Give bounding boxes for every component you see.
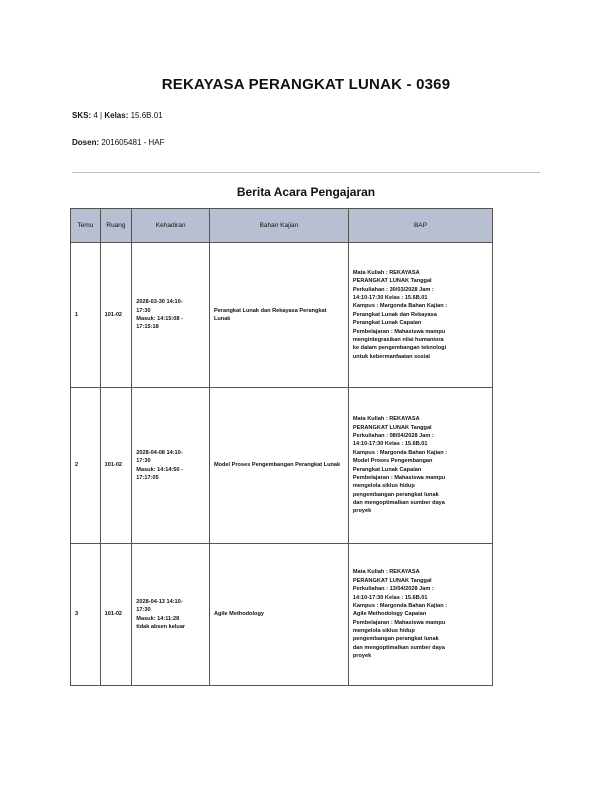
bap-line: PERANGKAT LUNAK Tanggal — [352, 424, 432, 431]
kehadiran-line: 17:17:05 — [136, 474, 159, 481]
bap-line: Pembelajaran : Mahasiswa mampu — [352, 619, 446, 626]
bap-line: pengembangan perangkat lunak — [352, 491, 439, 498]
bap-line: Kampus : Margonda Bahan Kajian : — [352, 303, 448, 310]
bap-line: Mata Kuliah : REKAYASA — [352, 416, 420, 423]
bap-line: PERANGKAT LUNAK Tanggal — [352, 577, 432, 584]
bap-line: proyek — [352, 653, 372, 660]
bap-line: Pembelajaran : Mahasiswa mampu — [352, 474, 446, 481]
bap-line: Perangkat Lunak Capaian — [352, 320, 422, 327]
bap-line: PERANGKAT LUNAK Tanggal — [352, 278, 432, 285]
cell-ruang: 101-02 — [100, 243, 132, 388]
dosen-value: 201605481 - HAF — [101, 138, 165, 147]
cell-temu: 2 — [71, 388, 101, 544]
bap-line: untuk kebermanfaatan sosial — [352, 353, 430, 360]
bap-line: Perkuliahan : 30/03/2028 Jam : — [352, 286, 434, 293]
section-title: Berita Acara Pengajaran — [236, 185, 376, 199]
bap-line: 14:10-17:30 Kelas : 15.6B.01 — [352, 594, 428, 601]
kehadiran-line: 17:30 — [136, 607, 151, 614]
header-temu: Temu — [71, 209, 101, 243]
cell-kehadiran — [132, 243, 210, 388]
bap-line: 14:10-17:30 Kelas : 15.6B.01 — [352, 441, 428, 448]
table-row — [71, 388, 493, 544]
bap-line: Kampus : Margonda Bahan Kajian : — [352, 602, 448, 609]
dosen-label: Dosen: — [72, 138, 100, 147]
cell-temu: 1 — [71, 243, 101, 388]
header-bahan-kajian: Bahan Kajian — [209, 209, 348, 243]
cell-kehadiran — [132, 388, 210, 544]
bap-line: dan mengoptimalkan sumber daya — [352, 644, 445, 651]
kehadiran-line: 2028-03-30 14:10- — [136, 299, 183, 306]
sks-value: 4 — [93, 111, 98, 120]
course-meta-sks-kelas — [72, 111, 163, 120]
kelas-value: 15.6B.01 — [130, 111, 163, 120]
table-row — [71, 243, 493, 388]
bap-line: ke dalam pengembangan teknologi — [352, 345, 447, 352]
bap-line: Agile Methodology Capaian — [352, 611, 427, 618]
bap-line: dan mengoptimalkan sumber daya — [352, 500, 445, 507]
cell-bap — [348, 243, 492, 388]
header-ruang: Ruang — [100, 209, 132, 243]
bap-line: pengembangan perangkat lunak — [352, 636, 439, 643]
kehadiran-line: 17:30 — [136, 307, 151, 314]
kehadiran-line: tidak absen keluar — [136, 623, 186, 630]
bap-line: mengintegrasikan nilai humaniora — [352, 336, 444, 343]
kelas-label: Kelas: — [104, 111, 129, 120]
cell-temu: 3 — [71, 544, 101, 686]
kehadiran-line: 17:15:18 — [136, 324, 159, 331]
kehadiran-line: 2028-04-13 14:10- — [136, 598, 183, 605]
kehadiran-line: 17:30 — [136, 458, 151, 465]
cell-bap — [348, 544, 492, 686]
bap-line: Perkuliahan : 08/04/2028 Jam : — [352, 432, 434, 439]
bap-line: Kampus : Margonda Bahan Kajian : — [352, 449, 448, 456]
kehadiran-line: Masuk: 14:15:08 - — [136, 316, 183, 322]
meta-separator: | — [100, 111, 103, 120]
cell-kehadiran — [132, 544, 210, 686]
bap-line: mengelola siklus hidup — [352, 483, 415, 490]
bap-line: Perangkat Lunak dan Rekayasa — [352, 311, 437, 318]
bap-line: Perkuliahan : 13/04/2028 Jam : — [352, 586, 434, 593]
header-bap: BAP — [348, 209, 492, 243]
kehadiran-line: Masuk: 14:14:50 - — [136, 466, 183, 473]
bap-line: Model Proses Pengembangan — [352, 458, 433, 465]
cell-bahan-kajian: Agile Methodology — [209, 544, 348, 686]
table-header-row — [71, 209, 493, 243]
cell-ruang: 101-02 — [100, 544, 132, 686]
bap-line: mengelola siklus hidup — [352, 628, 415, 635]
header-kehadiran: Kehadiran — [132, 209, 210, 243]
sks-label: SKS: — [72, 111, 92, 120]
cell-bahan-kajian: Model Proses Pengembangan Perangkat Lunak — [209, 388, 348, 544]
bap-line: Mata Kuliah : REKAYASA — [352, 569, 420, 576]
cell-bap — [348, 388, 492, 544]
course-title: REKAYASA PERANGKAT LUNAK - 0369 — [161, 76, 451, 93]
bap-line: proyek — [352, 508, 372, 515]
kehadiran-line: 2028-04-08 14:10- — [136, 449, 183, 456]
cell-ruang: 101-02 — [100, 388, 132, 544]
attendance-table — [70, 208, 493, 686]
bap-line: Mata Kuliah : REKAYASA — [352, 269, 420, 276]
course-meta-dosen — [72, 138, 165, 147]
cell-bahan-kajian: Perangkat Lunak dan Rekayasa Perangkat Lunak — [209, 243, 348, 388]
table-row — [71, 544, 493, 686]
bap-line: Perangkat Lunak Capaian — [352, 466, 422, 473]
bap-line: 14:10-17:30 Kelas : 15.6B.01 — [352, 295, 428, 302]
section-divider — [72, 172, 540, 173]
bap-line: Pembelajaran : Mahasiswa mampu — [352, 328, 446, 335]
kehadiran-line: Masuk: 14:11:28 — [136, 615, 180, 622]
